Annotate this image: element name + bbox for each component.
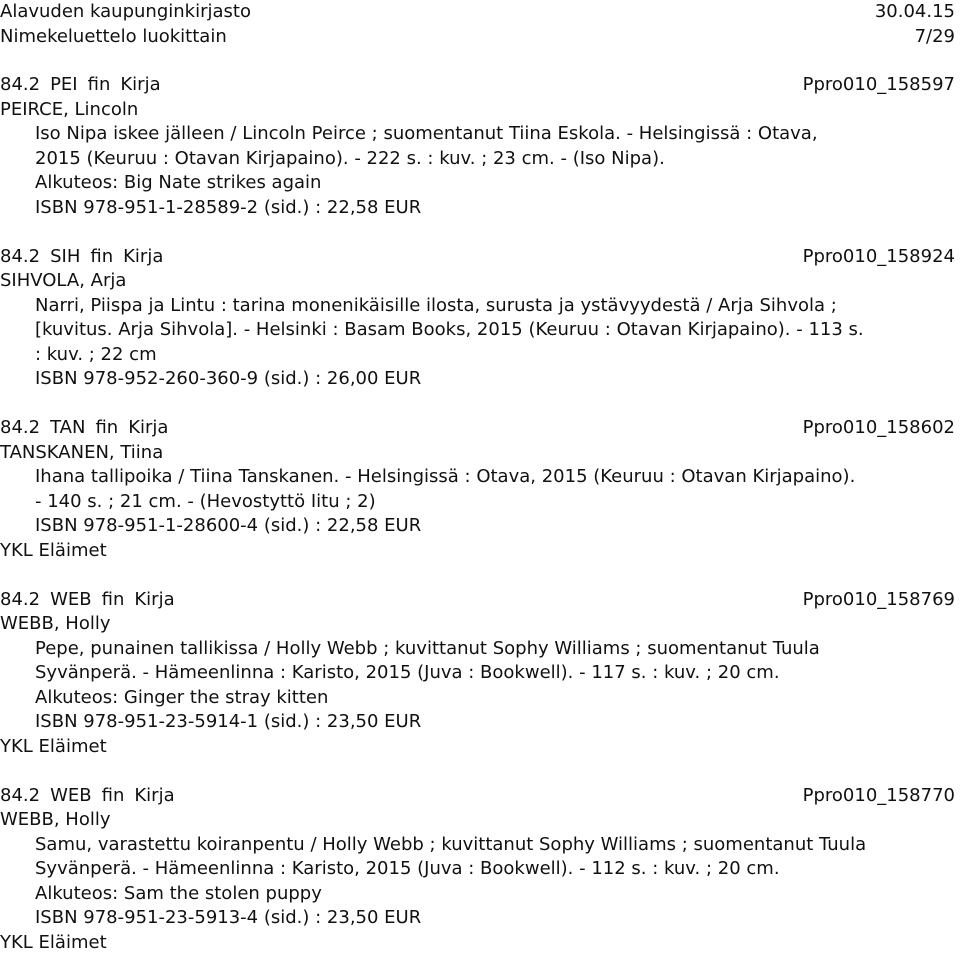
class-classnum: 84.2	[0, 784, 41, 806]
subject-heading: YKL Eläimet	[0, 931, 107, 953]
class-classnum: 84.2	[0, 588, 41, 610]
record-id: Ppro010_158597	[802, 74, 955, 95]
class-type: Kirja	[134, 784, 175, 806]
classification-line	[0, 784, 955, 809]
classification	[0, 73, 171, 98]
description-line: Alkuteos: Ginger the stray kitten	[35, 686, 329, 708]
page-number: 7/29	[914, 26, 955, 47]
catalog-entry	[0, 73, 955, 220]
description-line: Pepe, punainen tallikissa / Holly Webb ; kuvittanut Sophy Williams ; suomentanut Tuula	[35, 637, 820, 659]
description-line: ISBN 978-951-23-5914-1 (sid.) : 23,50 EUR	[35, 711, 422, 732]
record-id: Ppro010_158602	[802, 417, 955, 438]
class-classnum: 84.2	[0, 245, 41, 267]
description-line: : kuv. ; 22 cm	[35, 343, 157, 365]
description-line: ISBN 978-951-23-5913-4 (sid.) : 23,50 EUR	[35, 907, 422, 928]
class-lang: fin	[101, 588, 125, 610]
author-heading: WEBB, Holly	[0, 613, 111, 634]
class-type: Kirja	[134, 588, 175, 610]
bibliographic-description	[0, 637, 955, 735]
catalog-entry	[0, 588, 955, 760]
list-name: Nimekeluettelo luokittain	[0, 26, 227, 47]
class-lang: fin	[90, 245, 114, 267]
bibliographic-description	[0, 833, 955, 931]
description-line: - 140 s. ; 21 cm. - (Hevostyttö Iitu ; 2)	[35, 490, 376, 512]
description-line: Syvänperä. - Hämeenlinna : Karisto, 2015 (Juva : Bookwell). - 117 s. : kuv. ; 20 cm.	[35, 662, 780, 683]
classification-line	[0, 73, 955, 98]
bibliographic-description	[0, 294, 955, 392]
description-line: Alkuteos: Sam the stolen puppy	[35, 882, 322, 904]
report-header	[0, 0, 955, 50]
classification-line	[0, 588, 955, 613]
catalog-entry	[0, 416, 955, 563]
header-row-2	[0, 25, 955, 50]
header-row-1	[0, 0, 955, 25]
report-date: 30.04.15	[874, 1, 955, 22]
class-type: Kirja	[128, 417, 169, 438]
classification	[0, 416, 178, 441]
class-classnum: 84.2	[0, 417, 41, 438]
class-type: Kirja	[123, 245, 164, 267]
classification	[0, 588, 185, 613]
description-line: ISBN 978-951-1-28589-2 (sid.) : 22,58 EUR	[35, 196, 422, 218]
class-lang: fin	[87, 74, 111, 95]
classification-line	[0, 245, 955, 270]
description-line: [kuvitus. Arja Sihvola]. - Helsinki : Basam Books, 2015 (Keuruu : Otavan Kirjapaino). - 113 s.	[35, 319, 864, 340]
author-heading: TANSKANEN, Tiina	[0, 441, 164, 463]
subject-heading: YKL Eläimet	[0, 539, 107, 561]
description-line: Alkuteos: Big Nate strikes again	[35, 172, 322, 193]
library-name: Alavuden kaupunginkirjasto	[0, 1, 251, 22]
class-type: Kirja	[120, 74, 161, 95]
description-line: Ihana tallipoika / Tiina Tanskanen. - Helsingissä : Otava, 2015 (Keuruu : Otavan Kirjapaino).	[35, 466, 856, 487]
classification-line	[0, 416, 955, 441]
description-line: ISBN 978-951-1-28600-4 (sid.) : 22,58 EUR	[35, 515, 422, 536]
description-line: Syvänperä. - Hämeenlinna : Karisto, 2015 (Juva : Bookwell). - 112 s. : kuv. ; 20 cm.	[35, 858, 780, 879]
description-line: Iso Nipa iskee jälleen / Lincoln Peirce ; suomentanut Tiina Eskola. - Helsingissä : Otava,	[35, 123, 818, 144]
class-shelf: PEI	[50, 74, 78, 95]
class-classnum: 84.2	[0, 74, 41, 95]
class-lang: fin	[101, 784, 125, 806]
catalog-entry	[0, 245, 955, 392]
subject-heading: YKL Eläimet	[0, 735, 107, 757]
author-heading: SIHVOLA, Arja	[0, 270, 127, 291]
record-id: Ppro010_158770	[802, 784, 955, 806]
description-line: ISBN 978-952-260-360-9 (sid.) : 26,00 EUR	[35, 368, 422, 389]
description-line: Narri, Piispa ja Lintu : tarina monenikäisille ilosta, surusta ja ystävyydestä / Arja Sihvola ;	[35, 294, 837, 316]
record-id: Ppro010_158924	[802, 245, 955, 267]
class-lang: fin	[95, 417, 119, 438]
class-shelf: WEB	[50, 784, 92, 806]
description-line: Samu, varastettu koiranpentu / Holly Webb ; kuvittanut Sophy Williams ; suomentanut Tuula	[35, 833, 867, 855]
class-shelf: TAN	[50, 417, 86, 438]
description-line: 2015 (Keuruu : Otavan Kirjapaino). - 222 s. : kuv. ; 23 cm. - (Iso Nipa).	[35, 147, 665, 169]
catalog-entries	[0, 73, 955, 980]
class-shelf: SIH	[50, 245, 81, 267]
bibliographic-description	[0, 122, 955, 220]
class-shelf: WEB	[50, 588, 92, 610]
record-id: Ppro010_158769	[802, 588, 955, 610]
classification	[0, 245, 173, 270]
classification	[0, 784, 185, 809]
catalog-entry	[0, 784, 955, 956]
author-heading: PEIRCE, Lincoln	[0, 98, 139, 120]
author-heading: WEBB, Holly	[0, 809, 111, 830]
bibliographic-description	[0, 465, 955, 539]
